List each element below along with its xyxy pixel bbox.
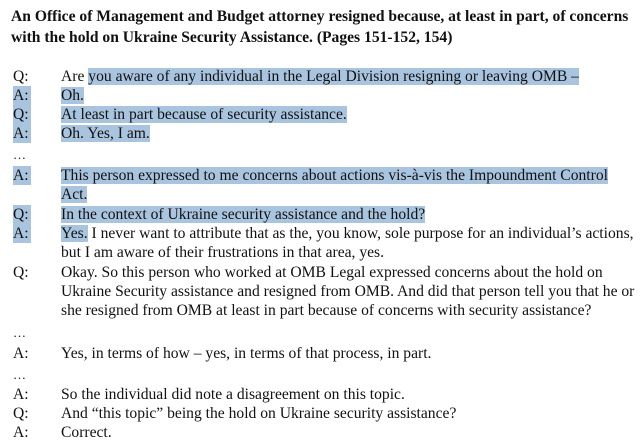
speaker-label: A: [13,386,29,403]
speaker-label: A: [13,166,31,185]
transcript-text [61,423,637,442]
speaker-label: Q: [13,264,29,281]
speaker-label: A: [13,86,31,105]
highlighted-text: At least in part because of security assistance. [61,106,347,123]
transcript-text [61,105,637,124]
highlighted-text: This person expressed to me concerns about actions vis-à-vis the Impoundment Control Act. [61,167,608,204]
transcript-text [61,263,637,321]
speaker-label: Q: [13,405,29,422]
omission-ellipsis: … [13,325,26,340]
omission-ellipsis: … [13,367,26,382]
text-plain: Are [61,68,89,85]
text-plain: And “this topic” being the hold on Ukraine security assistance? [61,405,457,422]
transcript-text [61,224,637,262]
transcript-text [61,205,637,224]
highlighted-text: Yes. [61,225,88,242]
speaker-label: A: [13,345,29,362]
highlighted-text: Oh. [61,87,84,104]
transcript-text [61,67,637,86]
speaker-label: Q: [13,105,31,124]
highlighted-text: In the context of Ukraine security assistance and the hold? [61,206,426,223]
speaker-label: A: [13,224,31,243]
speaker-label: A: [13,424,29,441]
section-heading: An Office of Management and Budget attorney resigned because, at least in part, of concerns with the hold on Ukraine Security Assistance. (Pages 151-152, 154) [11,8,629,46]
highlighted-text: Oh. Yes, I am. [61,125,150,142]
speaker-label: A: [13,124,31,143]
speaker-label: Q: [13,68,29,85]
transcript-text [61,404,637,423]
speaker-label: Q: [13,205,31,224]
transcript-text [61,86,637,105]
transcript-text [61,344,637,363]
highlighted-text: you aware of any individual in the Legal Division resigning or leaving OMB – [88,68,579,85]
transcript-text [61,385,637,404]
text-plain: I never want to attribute that as the, you know, sole purpose for an individual’s actions, but I am aware of their frustrations in that area, yes. [61,225,634,262]
transcript-text [61,124,637,143]
text-plain: Correct. [61,424,112,441]
text-plain: So the individual did note a disagreement on this topic. [61,386,405,403]
transcript-text [61,166,637,204]
text-plain: Okay. So this person who worked at OMB Legal expressed concerns about the hold on Ukraine Security assistance and resigned from OMB. And did that person tell you that he or she resigned from OMB at least in part because of concerns with security assistance? [61,264,635,320]
omission-ellipsis: … [13,147,26,162]
text-plain: Yes, in terms of how – yes, in terms of that process, in part. [61,345,432,362]
